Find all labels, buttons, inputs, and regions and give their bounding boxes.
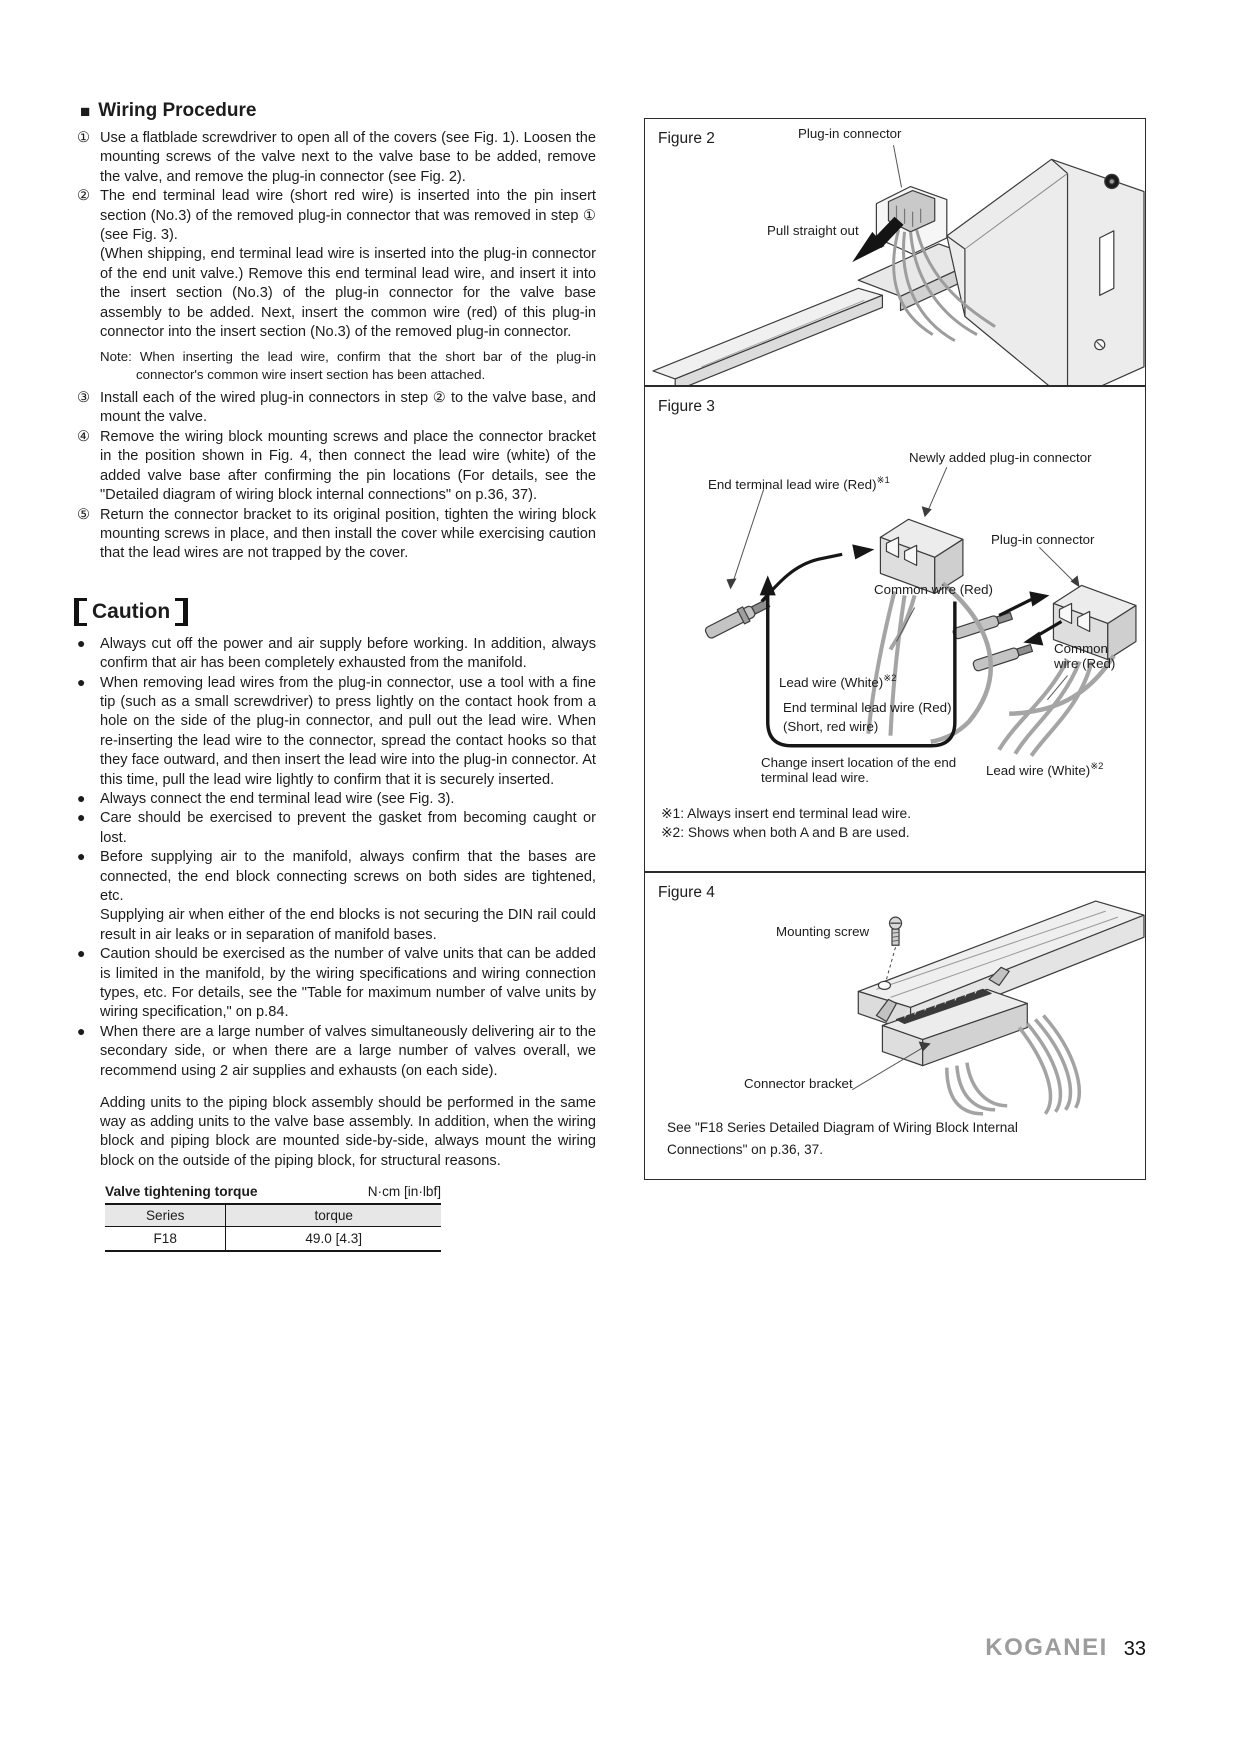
caution-text: When removing lead wires from the plug-in connector, use a tool with a fine tip (such as a small screwdriver) to press lightly on the contact hook from a hole on the side of the plug-in connector, and pull out the lead wire. When re-inserting the lead wire to the connector, spread the contact hooks so that they face outward, and then insert the lead wire into the plug-in connector. At this time, pull the lead wire lightly to confirm that it is securely inserted. [100,674,596,788]
ref-mark-2: ※2 [1090,761,1104,772]
caution-text: Always cut off the power and air supply before working. In addition, always confirm that air has been completely exhausted from the manifold. [100,635,596,672]
caution-text: Care should be exercised to prevent the gasket from becoming caught or lost. [100,810,596,846]
figure3-note-2: ※2: Shows when both A and B are used. [661,825,910,840]
cell-torque: 49.0 [4.3] [305,1230,363,1246]
caution-text: Before supplying air to the manifold, always confirm that the bases are connected, the end block connecting screws on both sides are tightened, etc. [100,849,596,904]
caution-item-7 [77,1022,596,1081]
step-number: ④ [77,428,91,445]
table-row [105,1226,441,1251]
bullet-icon: ● [77,789,86,806]
caution-item-1 [77,634,596,674]
section-title-text: Wiring Procedure [98,100,257,121]
caution-item-5 [77,848,596,945]
connector-bracket-label: Connector bracket [744,1076,853,1091]
table-header-row [105,1204,441,1227]
figure2-title: Figure 2 [658,130,715,147]
lenticular-bracket-right [175,598,188,626]
caution-text: Always connect the end terminal lead wire (see Fig. 3). [100,790,455,807]
text-column [77,100,596,1252]
step-text: Install each of the wired plug-in connectors in step ② to the valve base, and mount the valve. [100,390,596,426]
section-title [80,100,596,122]
bullet-icon: ● [77,809,86,826]
bullet-icon: ● [77,848,86,865]
procedure-step-4 [77,428,596,506]
note-text: When inserting the lead wire, confirm that the short bar of the plug-in connector's common wire insert section has been attached. [136,349,596,383]
end-terminal-bottom-label2: (Short, red wire) [783,719,879,734]
caution-item-4 [77,809,596,848]
procedure-step-3 [77,389,596,428]
lead-wire-white-right-label: Lead wire (White)$^{※2}$ [986,761,1104,778]
caution-item-3 [77,789,596,809]
figure3-title: Figure 3 [658,398,715,415]
bullet-icon: ● [77,634,86,651]
ref-mark-2: ※2 [883,673,897,684]
procedure-note [100,348,596,384]
caution-heading [74,598,596,626]
newly-added-connector-label: Newly added plug-in connector [909,450,1092,465]
caution-text: Caution should be exercised as the number of valve units that can be added is limited in the manifold, by the wiring specifications and wiring connection types, etc. For details, see the "Table for maximum number of valve units by wiring specification," on p.84. [100,946,596,1021]
step-text: The end terminal lead wire (short red wire) is inserted into the pin insert section (No.3) of the removed plug-in connector that was removed in step ① (see Fig. 3). [100,188,596,244]
lead-wire-white-left-label: Lead wire (White)$^{※2}$ [779,673,897,690]
step-number: ③ [77,390,91,407]
step-text-continued: (When shipping, end terminal lead wire is inserted into the plug-in connector of the end unit valve.) Remove this end terminal lead wire, and insert it into the insert section (No.3) of the plug-in connector for the valve base assembly to be added. Next, insert the common wire (red) of this plug-in connector into the insert section (No.3) of the removed plug-in connector. [100,246,596,341]
end-terminal-bottom-label: End terminal lead wire (Red) [783,700,952,715]
mounting-screw-label: Mounting screw [776,924,870,939]
figure4-box [644,872,1146,1180]
valve-base-removal-diagram [645,119,1145,385]
bullet-icon: ● [77,945,86,962]
figure3-note-1: ※1: Always insert end terminal lead wire. [661,806,912,821]
caution-text-continued: Supplying air when either of the end blocks is not securing the DIN rail could result in air leaks or in separation of manifold bases. [100,907,596,943]
step-text: Use a flatblade screwdriver to open all of the covers (see Fig. 1). Loosen the mounting screws of the valve next to the valve base to be added, remove the valve, and remove the plug-in connector (see Fig. 2). [100,130,596,185]
torque-table-title: Valve tightening torque [105,1183,258,1199]
figure4-title: Figure 4 [658,884,715,901]
closing-paragraph: Adding units to the piping block assembly should be performed in the same way as adding units to the valve base assembly. In addition, when the wiring block and piping block are mounted side-by-side, always mount the wiring block on the outside of the piping block, for structural reasons. [100,1095,596,1169]
caution-item-6 [77,945,596,1023]
torque-table-block [105,1184,441,1252]
step-number: ① [77,130,91,146]
step-number: ⑤ [77,506,91,523]
figure2-box [644,118,1146,386]
plug-in-connector-label: Plug-in connector [798,126,902,141]
column-header-torque: torque [226,1204,441,1227]
figure3-box [644,386,1146,872]
end-terminal-lead-wire-label: End terminal lead wire (Red)$^{※1}$ [708,475,890,492]
square-bullet-icon: ■ [80,101,91,121]
cell-series: F18 [105,1226,226,1251]
change-insert-label: Change insert location of the end terminal lead wire. [761,755,957,785]
procedure-step-5 [77,506,596,564]
step-number: ② [77,188,91,205]
figure4-caption: See "F18 Series Detailed Diagram of Wiring Block Internal Connections" on p.36, 37. [667,1120,1018,1157]
common-wire-right-label: Common wire (Red) [1054,641,1116,671]
page-number: 33 [1123,1638,1146,1660]
caution-text: When there are a large number of valves simultaneously delivering air to the secondary side, or when there are a large number of valves overall, we recommend using 2 air supplies and exhausts (on each side). [100,1023,596,1079]
bullet-icon: ● [77,673,86,690]
procedure-step-1 [77,129,596,187]
step-text: Remove the wiring block mounting screws and place the connector bracket in the position shown in Fig. 4, then connect the lead wire (white) of the added valve base after confirming the pin locations (For details, see the "Detailed diagram of wiring block internal connections" on p.36, 37). [100,428,596,504]
koganei-logo: KOGANEI [985,1634,1108,1661]
page-footer [880,1634,1146,1662]
pull-straight-out-label: Pull straight out [767,223,859,238]
step-text: Return the connector bracket to its original position, tighten the wiring block mounting screws in place, and then install the cover while exercising caution that the lead wires are not trapped by the cover. [100,506,596,562]
torque-table-unit: N·cm [in·lbf] [367,1183,441,1199]
procedure-step-2 [77,187,596,342]
note-label: Note: [100,349,132,365]
column-header-series: Series [105,1204,226,1227]
lenticular-bracket-left [74,598,87,626]
common-wire-center-label: Common wire (Red) [874,582,993,597]
label-leader-line [893,145,901,187]
plug-in-connector-label: Plug-in connector [991,532,1095,547]
torque-table [105,1203,441,1252]
ref-mark-1: ※1 [876,475,890,486]
caution-heading-text: Caution [92,599,171,623]
caution-item-2 [77,673,596,790]
bullet-icon: ● [77,1022,86,1039]
torque-table-header [105,1184,441,1199]
